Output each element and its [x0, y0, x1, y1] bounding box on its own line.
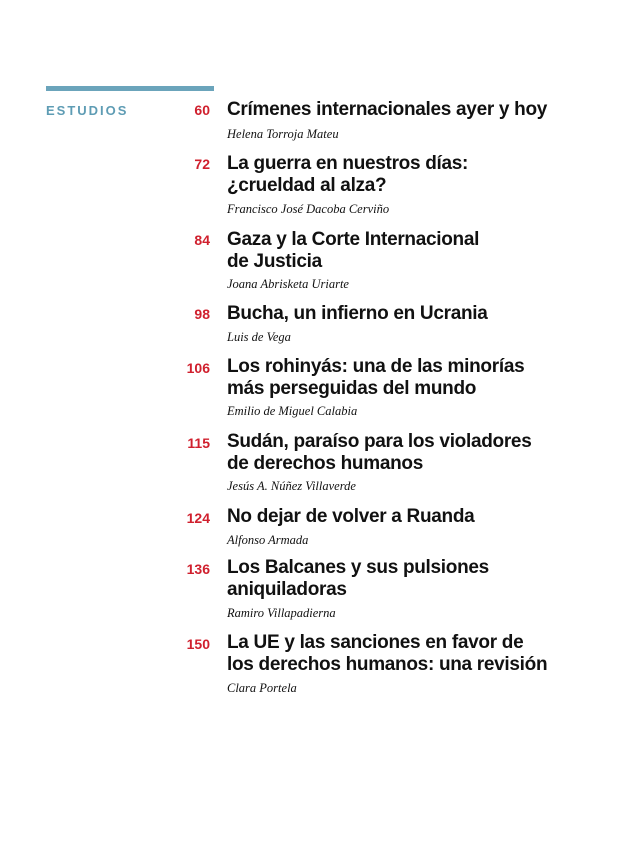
title-line: de Justicia — [227, 251, 322, 272]
title-line: Bucha, un infierno en Ucrania — [227, 303, 488, 324]
article-title[interactable] — [227, 229, 587, 273]
page-number: 115 — [187, 435, 210, 451]
title-line: más perseguidas del mundo — [227, 378, 477, 399]
article-author: Ramiro Villapadierna — [227, 606, 336, 620]
article-author: Francisco José Dacoba Cerviño — [227, 202, 390, 216]
title-line: Los rohinyás: una de las minorías — [227, 356, 525, 377]
title-line: Gaza y la Corte Internacional — [227, 229, 480, 250]
title-line: Sudán, paraíso para los violadores — [227, 431, 532, 452]
article-title[interactable] — [227, 356, 587, 400]
article-title[interactable] — [227, 431, 587, 475]
article-title[interactable] — [227, 303, 587, 325]
page-number: 60 — [194, 102, 210, 118]
title-line: aniquiladoras — [227, 579, 347, 600]
page-number: 136 — [186, 561, 210, 577]
page-number: 124 — [186, 510, 210, 526]
article-author: Helena Torroja Mateu — [227, 127, 339, 141]
page-number: 98 — [194, 306, 210, 322]
title-line: La guerra en nuestros días: — [227, 153, 469, 174]
page-number: 72 — [194, 156, 210, 172]
title-line: de derechos humanos — [227, 453, 423, 474]
title-line: Los Balcanes y sus pulsiones — [227, 557, 489, 578]
article-title[interactable] — [227, 153, 587, 197]
article-author: Emilio de Miguel Calabia — [227, 404, 358, 418]
article-author: Joana Abrisketa Uriarte — [227, 277, 349, 291]
page-number: 84 — [194, 232, 210, 248]
article-author: Luis de Vega — [227, 330, 291, 344]
article-title[interactable] — [227, 99, 587, 121]
title-line: ¿crueldad al alza? — [227, 175, 387, 196]
page-number: 150 — [186, 636, 210, 652]
title-line: Crímenes internacionales ayer y hoy — [227, 99, 548, 120]
section-rule — [46, 86, 214, 91]
article-author: Clara Portela — [227, 681, 297, 695]
section-label: ESTUDIOS — [46, 103, 129, 118]
title-line: los derechos humanos: una revisión — [227, 654, 548, 675]
article-title[interactable] — [227, 557, 587, 601]
article-author: Jesús A. Núñez Villaverde — [227, 479, 356, 493]
title-line: No dejar de volver a Ruanda — [227, 506, 475, 527]
page-number: 106 — [186, 360, 210, 376]
article-author: Alfonso Armada — [227, 533, 309, 547]
title-line: La UE y las sanciones en favor de — [227, 632, 524, 653]
article-title[interactable] — [227, 632, 587, 676]
article-title[interactable] — [227, 506, 587, 528]
